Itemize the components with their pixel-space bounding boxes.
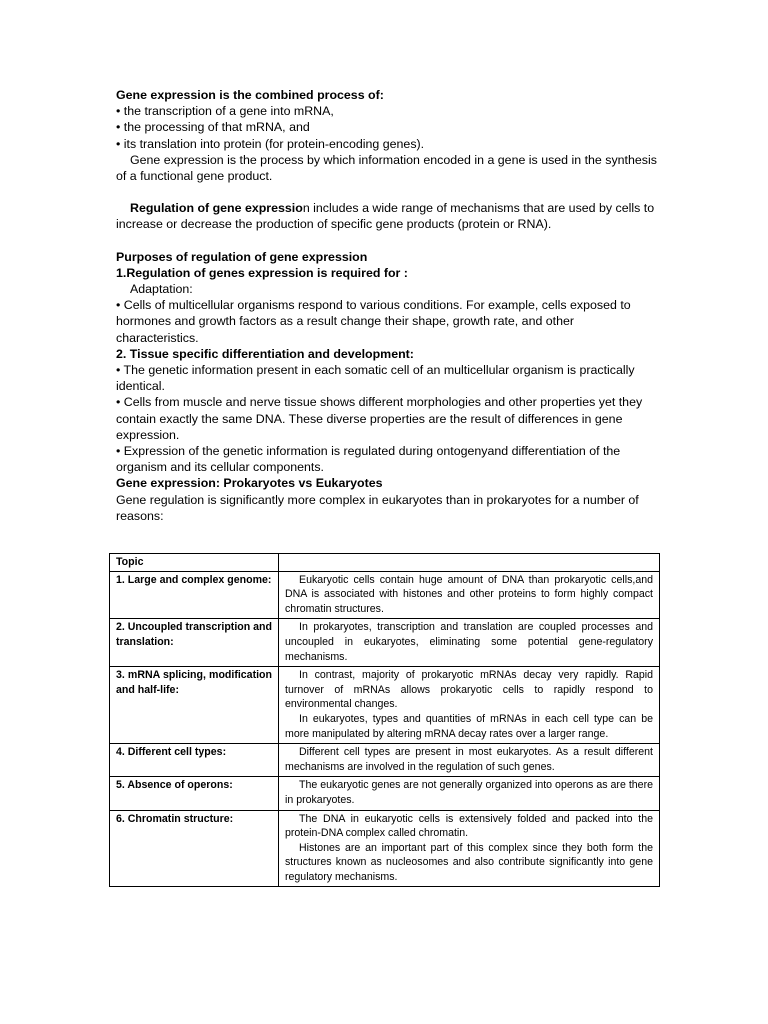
description-paragraph: In prokaryotes, transcription and translation are coupled processes and uncoupled in eukaryotes, eliminating some potential gene-regulatory mechanisms. — [285, 621, 653, 663]
table-row — [110, 744, 660, 777]
table-cell-topic: 2. Uncoupled transcription and translation: — [110, 619, 279, 667]
table-cell-topic: 1. Large and complex genome: — [110, 571, 279, 619]
table-cell-topic: 5. Absence of operons: — [110, 777, 279, 810]
table-row — [110, 619, 660, 667]
table-cell-description — [279, 571, 660, 619]
purpose-2-heading: 2. Tissue specific differentiation and development: — [116, 346, 414, 361]
description-paragraph: Eukaryotic cells contain huge amount of DNA than prokaryotic cells,and DNA is associated with histones and other proteins to form highly compact chromatin structures. — [285, 573, 653, 615]
table-row — [110, 810, 660, 887]
table-row — [110, 667, 660, 744]
table-header-row — [110, 554, 660, 572]
purpose-1-heading: 1.Regulation of genes expression is required for : — [116, 265, 408, 280]
table-cell-topic: 4. Different cell types: — [110, 744, 279, 777]
table-cell-topic: 6. Chromatin structure: — [110, 810, 279, 887]
definition-paragraph: Gene expression is the process by which information encoded in a gene is used in the synthesis of a functional gene product. — [116, 152, 657, 184]
table-body — [110, 571, 660, 887]
intro-bullet: • the processing of that mRNA, and — [116, 120, 310, 135]
comparison-text: Gene regulation is significantly more complex in eukaryotes than in prokaryotes for a number of reasons: — [116, 492, 639, 523]
regulation-paragraph — [116, 200, 660, 232]
description-paragraph: In eukaryotes, types and quantities of mRNAs in each cell type can be more manipulated by altering mRNA decay rates over a larger range. — [285, 712, 653, 740]
regulation-bold-term: Regulation of gene expressio — [130, 201, 303, 216]
comparison-heading: Gene expression: Prokaryotes vs Eukaryotes — [116, 476, 383, 491]
description-paragraph: Different cell types are present in most eukaryotes. As a result different mechanisms are involved in the regulation of such genes. — [285, 746, 653, 773]
adaptation-text: • Cells of multicellular organisms respond to various conditions. For example, cells exposed to hormones and growth factors as a result change their shape, growth rate, and other characteristics. — [116, 298, 631, 345]
table-cell-description — [279, 619, 660, 667]
adaptation-label: Adaptation: — [130, 282, 193, 297]
table-row — [110, 571, 660, 619]
purpose-2-bullet: • Cells from muscle and nerve tissue shows different morphologies and other properties yet they contain exactly the same DNA. These diverse properties are the result of differences in gene expression. — [116, 395, 643, 442]
description-paragraph: In contrast, majority of prokaryotic mRNAs decay very rapidly. Rapid turnover of mRNAs allows prokaryotic cells to rapidly respond to environmental changes. — [285, 669, 653, 711]
table-header-description — [279, 554, 660, 572]
table-cell-topic: 3. mRNA splicing, modification and half-life: — [110, 667, 279, 744]
description-paragraph: The DNA in eukaryotic cells is extensively folded and packed into the protein-DNA complex called chromatin. — [285, 812, 653, 840]
intro-heading: Gene expression is the combined process of: — [116, 88, 384, 102]
table-row — [110, 777, 660, 810]
table-cell-description — [279, 667, 660, 744]
regulation-text: n includes a wide range of mechanisms that are used by cells to increase or decrease the production of specific gene products (protein or RNA). — [116, 201, 655, 232]
table-cell-description — [279, 744, 660, 777]
description-paragraph: The eukaryotic genes are not generally organized into operons as are there in prokaryotes. — [285, 779, 653, 806]
table-cell-description — [279, 810, 660, 887]
purpose-2-bullet: • Expression of the genetic information is regulated during ontogenyand differentiation of the organism and its cellular components. — [116, 444, 621, 475]
table-header-topic: Topic — [110, 554, 279, 572]
document-body — [116, 87, 660, 524]
description-paragraph: Histones are an important part of this complex since they both form the structures known as nucleosomes and also contribute significantly into gene regulatory mechanisms. — [285, 841, 653, 883]
comparison-table — [109, 553, 660, 887]
purposes-heading: Purposes of regulation of gene expression — [116, 249, 368, 264]
purpose-2-bullet: • The genetic information present in each somatic cell of an multicellular organism is practically identical. — [116, 363, 635, 394]
intro-bullet: • its translation into protein (for protein-encoding genes). — [116, 136, 425, 151]
table-cell-description — [279, 777, 660, 810]
intro-bullet: • the transcription of a gene into mRNA, — [116, 104, 334, 119]
